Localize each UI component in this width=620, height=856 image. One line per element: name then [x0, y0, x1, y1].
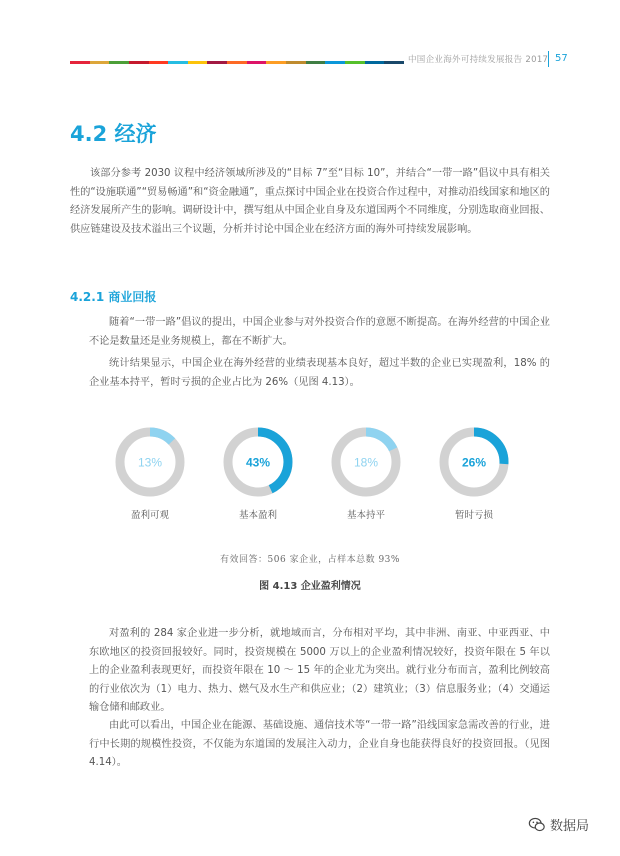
donut-svg: [218, 422, 298, 502]
donut-category-label: 暂时亏损: [454, 510, 493, 521]
header-divider: [548, 51, 549, 67]
stripe-segment: [207, 61, 227, 64]
stripe-segment: [149, 61, 169, 64]
section-intro: 该部分参考 2030 议程中经济领域所涉及的“目标 7”至“目标 10”，并结合“一带一路”倡议中具有相关性的“设施联通”“贸易畅通”和“资金融通”，重点探讨中国企业在投资合作过程中，对推动沿线国家和地区的经济发展所产生的影响。调研设计中，撰写组从中国企业自身及东道国两个不同维度，分别选取商业回报、供应链建设及技术溢出三个议题，分析并讨论中国企业在经济方面的海外可持续发展影响。: [70, 168, 550, 235]
wechat-icon: [528, 816, 546, 834]
stripe-segment: [227, 61, 247, 64]
stripe-segment: [286, 61, 306, 64]
donut-value-label: 43%: [245, 455, 271, 470]
paragraph: 统计结果显示，中国企业在海外经营的业绩表现基本良好，超过半数的企业已实现盈利，18% 的企业基本持平，暂时亏损的企业占比为 26%（见图 4.13）。: [89, 358, 550, 388]
stripe-segment: [188, 61, 208, 64]
donut-value-label: 18%: [353, 455, 379, 470]
stripe-segment: [129, 61, 149, 64]
stripe-segment: [109, 61, 129, 64]
stripe-segment: [365, 61, 385, 64]
donut-1: [105, 422, 195, 521]
subsection-title: 4.2.1 商业回报: [70, 290, 157, 304]
donut-2: [213, 422, 303, 521]
stripe-segment: [247, 61, 267, 64]
donut-category-label: 盈利可观: [130, 510, 169, 521]
stripe-segment: [266, 61, 286, 64]
stripe-segment: [70, 61, 90, 64]
paragraph: 对盈利的 284 家企业进一步分析，就地域而言，分布相对平均，其中非洲、南亚、中亚西亚、中东欧地区的投资回报较好。同时，投资规模在 5000 万以上的企业盈利情况较好，投资年限在 5 年以上的企业盈利表现更好，而投资年限在 10 ～ 15 年的企业尤为突出。就行业分布而言，盈利比例较高的行业依次为（1）电力、热力、燃气及水生产和供应业；（2）建筑业；（3）信息服务业；（4）交通运输仓储和邮政业。: [89, 628, 550, 713]
paragraph: 由此可以看出，中国企业在能源、基础设施、通信技术等“一带一路”沿线国家急需改善的行业，进行中长期的规模性投资，不仅能为东道国的发展注入动力，企业自身也能获得良好的投资回报。（见图 4.14）。: [89, 720, 550, 768]
watermark-text: 数据局: [550, 819, 590, 834]
header-stripe: [70, 61, 404, 64]
donut-category-label: 基本持平: [346, 510, 385, 521]
donut-4: [429, 422, 519, 521]
figure-note: 有效回答：506 家企业，占样本总数 93%: [220, 555, 400, 565]
report-title: 中国企业海外可持续发展报告 2017: [408, 55, 549, 65]
donut-svg: [110, 422, 190, 502]
donut-3: [321, 422, 411, 521]
donut-value-label: 26%: [461, 455, 487, 470]
donut-category-label: 基本盈利: [238, 510, 277, 521]
watermark: [528, 815, 589, 834]
figure-caption: 图 4.13 企业盈利情况: [259, 581, 361, 592]
donut-value-label: 13%: [137, 455, 163, 470]
stripe-segment: [306, 61, 326, 64]
donut-svg: [326, 422, 406, 502]
donut-svg: [434, 422, 514, 502]
paragraph: 随着“一带一路”倡议的提出，中国企业参与对外投资合作的意愿不断提高。在海外经营的中国企业不论是数量还是业务规模上，都在不断扩大。: [89, 317, 550, 347]
stripe-segment: [90, 61, 110, 64]
donut-chart-row: [105, 422, 515, 532]
stripe-segment: [325, 61, 345, 64]
stripe-segment: [384, 61, 404, 64]
page-number: 57: [555, 53, 568, 64]
section-title: 4.2 经济: [70, 122, 157, 146]
stripe-segment: [168, 61, 188, 64]
stripe-segment: [345, 61, 365, 64]
